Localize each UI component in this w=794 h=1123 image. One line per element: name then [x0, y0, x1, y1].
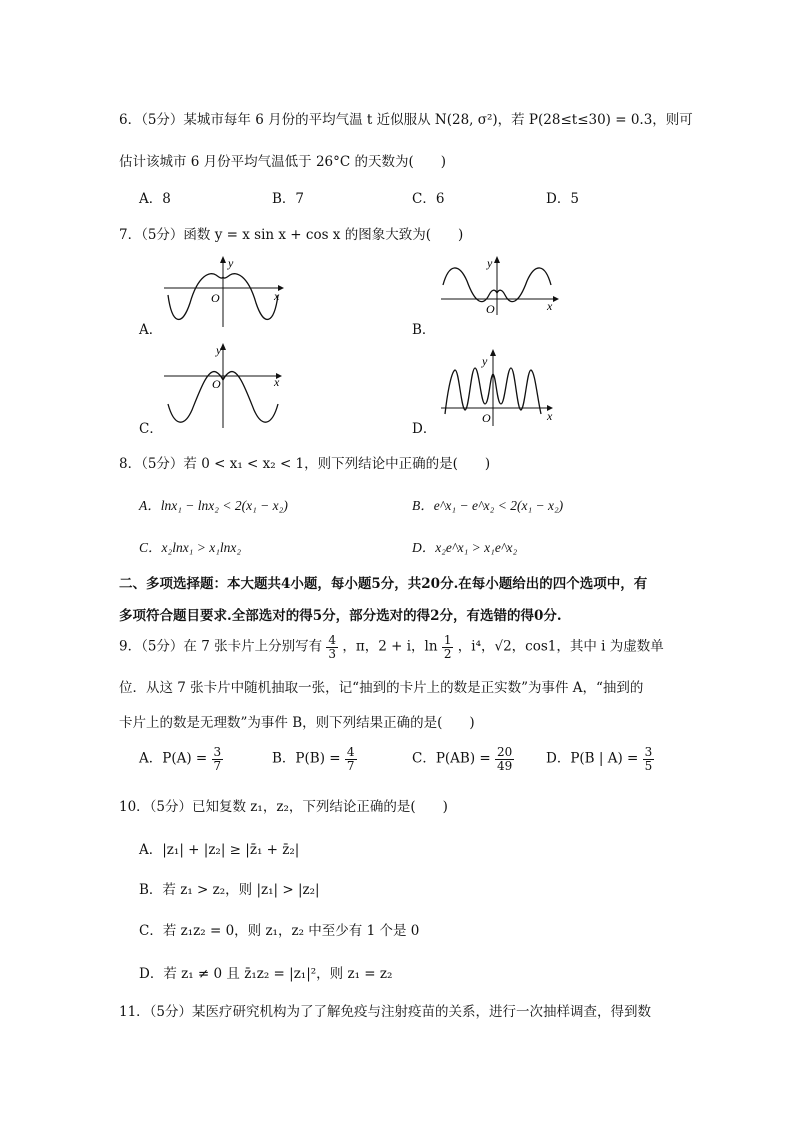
origin-label: O [482, 411, 491, 425]
q7-option-d-label: D． [412, 421, 437, 437]
q7-option-a-label: A． [139, 322, 163, 338]
q8-option-b: B．e^x₁ − e^x₂ < 2(x₁ − x₂) [412, 498, 564, 513]
denominator: 2 [443, 646, 452, 661]
q9-option-b-fraction [345, 746, 357, 772]
section2-heading-line1: 二、多项选择题：本大题共4小题，每小题5分，共20分.在每小题给出的四个选项中，有 [119, 576, 648, 592]
y-axis-arrow [490, 349, 496, 356]
q9-option-a [139, 746, 223, 772]
q9-option-b-label: B．P(B) = [272, 750, 341, 767]
q9-option-c [412, 746, 514, 772]
numerator: 4 [346, 745, 355, 759]
q9-line1 [119, 634, 664, 660]
x-axis-arrow [553, 296, 559, 302]
q7-graph-c [160, 342, 285, 430]
q7-graph-b [437, 255, 562, 317]
y-axis-label: y [487, 256, 493, 270]
q9-option-b [272, 746, 357, 772]
q9-option-d [546, 746, 654, 772]
denominator: 7 [213, 758, 222, 773]
q7-option-c-label: C． [139, 421, 163, 437]
q6-option-a: A．8 [139, 191, 171, 207]
q9-line1-pre: 9．（5分）在 7 张卡片上分别写有 [119, 638, 323, 655]
numerator: 20 [497, 745, 513, 759]
q7-graph-d [437, 348, 562, 428]
y-axis-arrow [494, 256, 500, 263]
denominator: 7 [346, 758, 355, 773]
q7-option-b-label: B． [412, 322, 436, 338]
q6-line2: 估计该城市 6 月份平均气温低于 26°C 的天数为( ) [119, 154, 447, 170]
origin-label: O [486, 302, 495, 316]
q6-option-c: C．6 [412, 191, 445, 207]
q9-line1-mid: ，π，2 + i，ln [342, 638, 438, 655]
q9-option-a-label: A．P(A) = [139, 750, 208, 767]
q9-option-c-fraction [495, 746, 514, 772]
numerator: 1 [443, 633, 452, 647]
origin-label: O [212, 377, 221, 391]
fraction-4-3 [326, 634, 338, 660]
denominator: 5 [644, 758, 653, 773]
q6-option-b: B．7 [272, 191, 305, 207]
section2-heading-line2: 多项符合题目要求.全部选对的得5分，部分选对的得2分，有选错的得0分. [119, 608, 562, 624]
y-axis-arrow [220, 256, 226, 263]
q10-option-c: C．若 z₁z₂ = 0，则 z₁，z₂ 中至少有 1 个是 0 [139, 923, 420, 939]
q10-option-b: B．若 z₁ > z₂，则 |z₁| > |z₂| [139, 882, 320, 898]
denominator: 3 [328, 646, 337, 661]
numerator: 3 [213, 745, 222, 759]
q7-stem: 7．（5分）函数 y = x sin x + cos x 的图象大致为( ) [119, 227, 464, 243]
q9-line2: 位．从这 7 张卡片中随机抽取一张，记“抽到的卡片上的数是正实数”为事件 A，“抽到的 [119, 680, 644, 696]
q10-option-a: A．|z₁| + |z₂| ≥ |z̄₁ + z̄₂| [139, 842, 300, 858]
numerator: 4 [328, 633, 337, 647]
q9-option-a-fraction [212, 746, 224, 772]
q6-line1: 6．（5分）某城市每年 6 月份的平均气温 t 近似服从 N(28, σ²)，若 P(28≤t≤30) = 0.3，则可 [119, 112, 693, 128]
q8-option-d: D．x₂e^x₁ > x₁e^x₂ [412, 540, 518, 555]
q8-option-c: C．x₂lnx₁ > x₁lnx₂ [139, 540, 242, 555]
q6-option-d: D．5 [546, 191, 579, 207]
numerator: 3 [644, 745, 653, 759]
q9-line1-post: ，i⁴，√2，cos1，其中 i 为虚数单 [457, 638, 664, 655]
y-axis-label: y [228, 256, 234, 270]
x-axis-label: x [547, 409, 553, 423]
q11-line1: 11．（5分）某医疗研究机构为了了解免疫与注射疫苗的关系，进行一次抽样调查，得到数 [119, 1004, 652, 1020]
q9-line3: 卡片上的数是无理数”为事件 B，则下列结果正确的是( ) [119, 715, 475, 731]
x-axis-label: x [274, 375, 280, 389]
q10-stem: 10．（5分）已知复数 z₁，z₂，下列结论正确的是( ) [119, 799, 448, 815]
x-axis-label: x [274, 289, 280, 303]
x-axis-label: x [547, 299, 553, 313]
y-axis-label: y [482, 354, 488, 368]
q8-stem: 8．（5分）若 0 < x₁ < x₂ < 1，则下列结论中正确的是( ) [119, 456, 491, 472]
origin-label: O [211, 291, 220, 305]
denominator: 49 [497, 758, 513, 773]
y-axis-label: y [216, 343, 222, 357]
q10-option-d: D．若 z₁ ≠ 0 且 z̄₁z₂ = |z₁|²，则 z₁ = z₂ [139, 966, 393, 982]
q9-option-d-fraction [643, 746, 655, 772]
q9-option-d-label: D．P(B | A) = [546, 750, 639, 767]
q7-graph-a [160, 255, 285, 330]
q8-option-a: A．lnx₁ − lnx₂ < 2(x₁ − x₂) [139, 498, 288, 513]
q9-option-c-label: C．P(AB) = [412, 750, 491, 767]
fraction-1-2 [442, 634, 454, 660]
